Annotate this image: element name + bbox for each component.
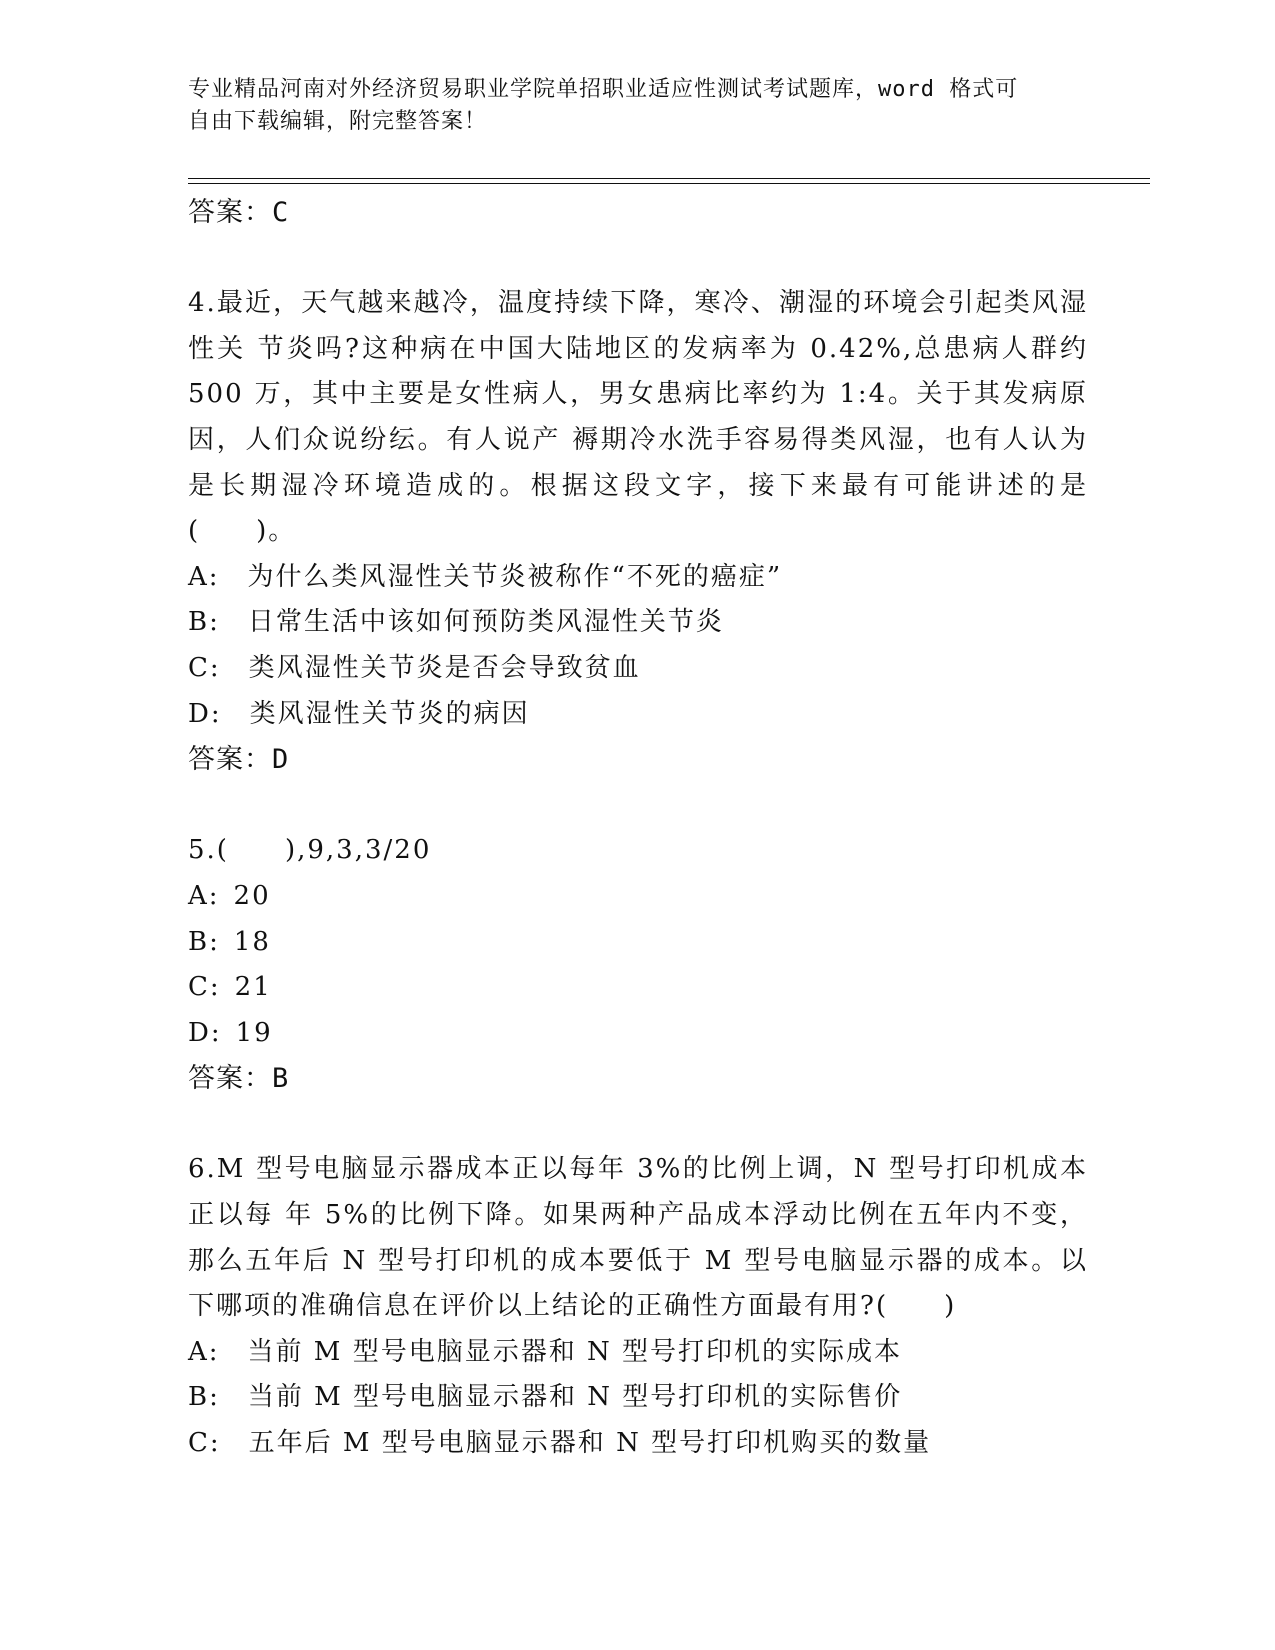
question-4-answer <box>188 737 1088 783</box>
option-text: 五年后 M 型号电脑显示器和 N 型号打印机购买的数量 <box>248 1428 932 1459</box>
spacer <box>188 236 1088 282</box>
option-label: B: <box>188 1382 220 1413</box>
option-label: C: <box>188 652 221 683</box>
answer-value: D <box>272 744 290 776</box>
document-body <box>188 190 1088 1467</box>
answer-value: C <box>272 197 290 228</box>
question-6-option-c <box>188 1421 1088 1467</box>
option-label: A: <box>188 1336 220 1367</box>
answer-value: B <box>272 1063 290 1095</box>
header-rule-top <box>188 178 1150 179</box>
question-6-text: 6.M 型号电脑显示器成本正以每年 3%的比例上调，N 型号打印机成本正以每 年 5%的比例下降。如果两种产品成本浮动比例在五年内不变，那么五年后 N 型号打印机的成本要低于 M 型号电脑显示器的成本。以下哪项的准确信息在评价以上结论的正确性方面最有用?( ) <box>188 1154 1088 1322</box>
option-label: D: <box>188 698 222 729</box>
question-5-option-a <box>188 874 1088 920</box>
question-5-option-b <box>188 920 1088 966</box>
option-label: C: <box>188 1428 221 1459</box>
question-6-option-b <box>188 1375 1088 1421</box>
question-4-option-c <box>188 646 1088 692</box>
option-text: 类风湿性关节炎的病因 <box>249 698 530 729</box>
option-label: B: <box>188 607 220 638</box>
question-4-option-b <box>188 600 1088 646</box>
option-text: 20 <box>233 880 271 911</box>
answer-label: 答案： <box>188 197 272 228</box>
option-label: D: <box>188 1017 222 1048</box>
question-4-option-d <box>188 692 1088 738</box>
option-label: A: <box>188 561 220 592</box>
header-line-1: 专业精品河南对外经济贸易职业学院单招职业适应性测试考试题库，word 格式可 <box>188 77 1019 102</box>
option-text: 18 <box>233 926 271 957</box>
question-5-option-c <box>188 965 1088 1011</box>
question-5-option-d <box>188 1011 1088 1057</box>
option-label: A: <box>188 880 220 911</box>
spacer <box>188 783 1088 829</box>
answer-line <box>188 190 1088 236</box>
question-4-option-a <box>188 555 1088 601</box>
option-text: 19 <box>235 1017 273 1048</box>
question-5-text: 5.( ),9,3,3/20 <box>188 835 432 866</box>
option-text: 21 <box>234 972 272 1003</box>
option-text: 当前 M 型号电脑显示器和 N 型号打印机的实际售价 <box>247 1382 903 1413</box>
option-text: 类风湿性关节炎是否会导致贫血 <box>248 652 641 683</box>
option-text: 当前 M 型号电脑显示器和 N 型号打印机的实际成本 <box>247 1336 902 1367</box>
answer-label: 答案： <box>188 1063 272 1095</box>
option-label: C: <box>188 972 221 1003</box>
option-label: B: <box>188 926 220 957</box>
document-header <box>188 74 1088 138</box>
header-rule-bottom <box>188 183 1150 184</box>
question-4-text: 4.最近，天气越来越冷，温度持续下降，寒冷、潮湿的环境会引起类风湿性关 节炎吗?这种病在中国大陆地区的发病率为 0.42%,总患病人群约 500 万，其中主要是女性病人，男女患病比率约为 1:4。关于其发病原因，人们众说纷纭。有人说产 褥期冷水洗手容易得类风湿，也有人认为是长期湿冷环境造成的。根据这段文字，接下来最有可能讲述的是( )。 <box>188 288 1088 547</box>
option-text: 日常生活中该如何预防类风湿性关节炎 <box>247 607 724 638</box>
spacer <box>188 1102 1088 1148</box>
answer-label: 答案： <box>188 744 272 776</box>
option-text: 为什么类风湿性关节炎被称作“不死的癌症” <box>247 561 783 592</box>
header-line-2: 自由下载编辑，附完整答案！ <box>188 109 488 134</box>
question-5-answer <box>188 1056 1088 1102</box>
question-6-option-a <box>188 1330 1088 1376</box>
